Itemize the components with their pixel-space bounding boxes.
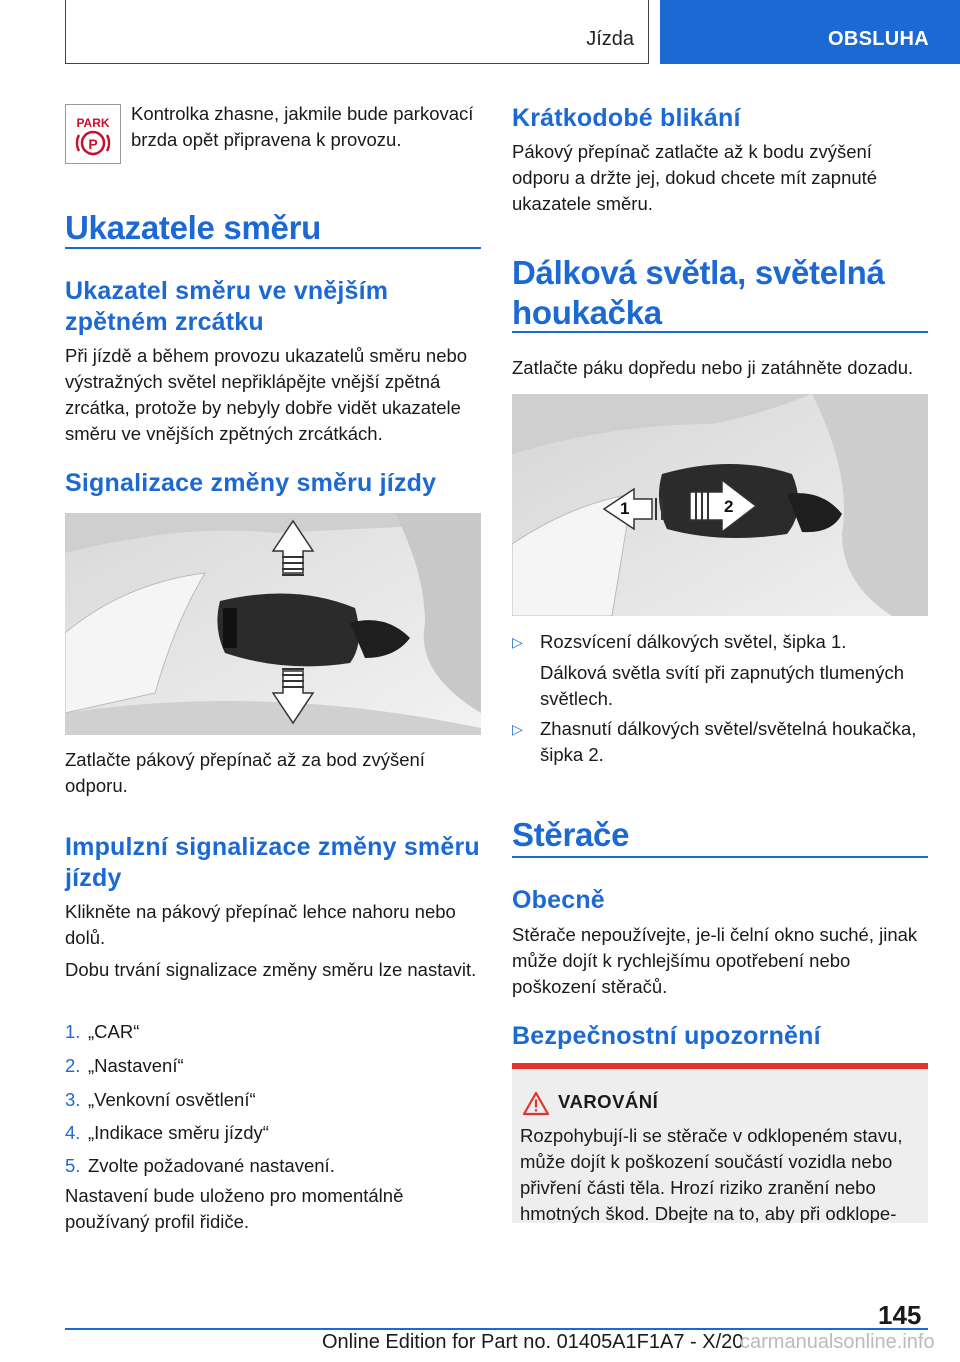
signal-change-text: Zatlačte pákový přepínač až za bod zvýšení odporu.	[65, 749, 425, 796]
pulse-text-1: Klikněte na pákový přepínač lehce nahoru nebo dolů.	[65, 901, 456, 948]
arrow-2-label: 2	[724, 497, 734, 516]
triangle-bullet-icon: ▷	[512, 634, 523, 650]
mirror-text: Při jízdě a během provozu ukazatelů směru nebo výstražných světel nepřiklápějte vnější zpětná zrcátka, protože by nebyly dobře vidět ukazatele směru ve vnějších zpětných zrcátkách.	[65, 345, 468, 444]
header-tab-label: OBSLUHA	[828, 28, 929, 50]
footer-rule	[65, 1328, 928, 1330]
heading-short-blink: Krátkodobé blikání	[512, 104, 741, 132]
park-brake-icon	[65, 104, 121, 164]
footer-edition: Online Edition for Part no. 01405A1F1A7 - X/20	[322, 1331, 744, 1353]
list-item: 1. „CAR“	[65, 1021, 140, 1042]
saved-profile-text: Nastavení bude uloženo pro momentálně používaný profil řidiče.	[65, 1185, 404, 1232]
short-blink-text: Pákový přepínač zatlačte až k bodu zvýšení odporu a držte jej, dokud chcete mít zapnuté ukazatele směru.	[512, 141, 878, 214]
footer-watermark: carmanualsonline.info	[740, 1331, 935, 1353]
header-box	[65, 0, 649, 64]
heading-high-beam: Dálková světla, světelná houkačka	[512, 254, 885, 331]
list-item: ▷ Zhasnutí dálkových světel/světelná houkačka, šipka 2.	[512, 718, 917, 765]
turn-signal-lever-image	[65, 513, 481, 735]
svg-text:P: P	[88, 136, 98, 152]
park-note: Kontrolka zhasne, jakmile bude parkovací brzda opět připravena k provozu.	[131, 103, 474, 150]
heading-rule	[65, 247, 481, 249]
list-item: 4. „Indikace směru jízdy“	[65, 1122, 269, 1143]
list-item: 2. „Nastavení“	[65, 1055, 184, 1076]
pulse-text-2: Dobu trvání signalizace změny směru lze nastavit.	[65, 959, 477, 980]
heading-rule	[512, 331, 928, 333]
warning-text: Rozpohybují-li se stěrače v odklopeném stavu, může dojít k poškození součástí vozidla nebo přivření části těla. Hrozí riziko zranění nebo hmotných škod. Dbejte na to, aby při odklope-	[520, 1125, 903, 1223]
high-beam-lever-image	[512, 394, 928, 616]
triangle-bullet-icon: ▷	[512, 721, 523, 737]
list-item: 3. „Venkovní osvětlení“	[65, 1089, 256, 1110]
heading-safety: Bezpečnostní upozornění	[512, 1022, 821, 1050]
heading-pulse-signal: Impulzní signalizace změny směru jízdy	[65, 833, 480, 892]
page-number: 145	[878, 1300, 922, 1330]
heading-turn-signals: Ukazatele směru	[65, 209, 321, 246]
header-tab[interactable]	[660, 0, 960, 64]
general-text: Stěrače nepoužívejte, je-li čelní okno suché, jinak může dojít k rychlejšímu opotřebení nebo poškození stěračů.	[512, 924, 918, 997]
list-item: ▷ Rozsvícení dálkových světel, šipka 1.	[512, 629, 928, 655]
arrow-1-label: 1	[620, 499, 630, 518]
heading-general: Obecně	[512, 886, 605, 914]
warning-title: VAROVÁNÍ	[558, 1091, 659, 1112]
warning-box	[512, 1063, 928, 1223]
park-icon-label: PARK	[76, 116, 110, 130]
header-section-title: Jízda	[586, 28, 634, 50]
heading-rule	[512, 856, 928, 858]
heading-wipers: Stěrače	[512, 816, 630, 853]
warning-triangle-icon	[522, 1091, 550, 1116]
list-item: 5. Zvolte požadované nastavení.	[65, 1155, 335, 1176]
high-beam-text: Zatlačte páku dopředu nebo ji zatáhněte dozadu.	[512, 357, 914, 378]
list-item-detail: Dálková světla svítí při zapnutých tlumených světlech.	[540, 662, 904, 709]
heading-signal-change: Signalizace změny směru jízdy	[65, 469, 437, 497]
heading-mirror-signal: Ukazatel směru ve vnějším zpětném zrcátku	[65, 277, 389, 336]
